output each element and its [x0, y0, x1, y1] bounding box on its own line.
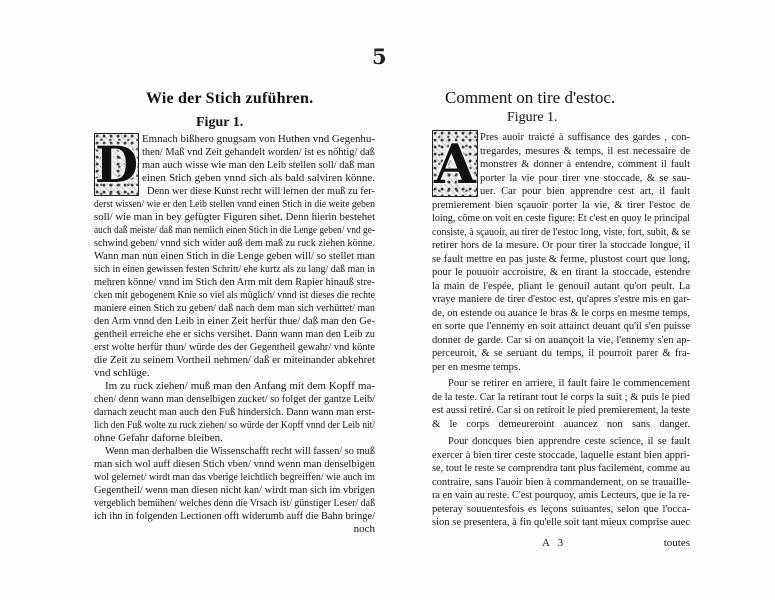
signature-mark: A 3	[542, 536, 564, 549]
drop-cap-letter: A	[434, 131, 476, 196]
text-line	[94, 471, 375, 484]
line-text: man sich wol auff diesen Stich vben/ vnnd wenn man denselbigen	[94, 458, 375, 470]
line-text: Wann man nun einen Stich in die Lenge geben will/ so stellet man	[94, 250, 375, 262]
line-text: loing, cõme on voit en ceste figure: Et c'est en quoy le principal	[432, 213, 690, 224]
text-line	[432, 199, 690, 213]
line-text: tregardes, mesures & temps, il est necessaire de	[480, 145, 690, 157]
line-text: derst wissen/ wie er den Leib stellen vnnd einen Stich in die weite geben	[94, 198, 375, 210]
paragraph	[94, 380, 375, 445]
line-text: la main de l'espée, pliant le genouil autant qu'on peult. La	[432, 280, 690, 292]
line-text: lich den Fuß wolte zu ruck ziehen/ so würde der Kopff vnnd der Leib nit/	[94, 419, 375, 431]
paragraph	[432, 377, 690, 431]
drop-cap-letter: D	[94, 134, 139, 194]
line-text: peteray souuentesfois es leçons suiuantes, selon que l'occa-	[432, 503, 690, 515]
text-line	[432, 239, 690, 253]
line-text: uer. Car pour bien apprendre cest art, il fault	[480, 186, 690, 197]
french-column	[432, 131, 690, 550]
line-text: vnd schlüge.	[94, 367, 150, 379]
text-line	[432, 516, 690, 530]
paragraph	[94, 445, 375, 523]
text-line	[94, 458, 375, 471]
line-text: de, on estende ou auance le bras & le corps en mesme temps,	[432, 307, 690, 319]
catchword-text: noch	[353, 523, 375, 535]
line-text: ich ihn in folgenden Lectionen offt widerumb auff die Bahn bringe/	[94, 510, 375, 522]
text-line	[94, 419, 375, 432]
text-line	[94, 211, 375, 224]
line-text: se fault mettre en pas juste & ferme, plustost court que long,	[432, 253, 690, 265]
line-text: premierement bien sçauoir porter la vie, & tirer l'estoc de	[432, 199, 690, 211]
text-line	[94, 510, 375, 523]
line-text: se, tout le reste se comprendra tant plus facilement, comme au	[432, 463, 690, 474]
text-line	[432, 293, 690, 307]
line-text: man auch wisse wie man den Leib stellen soll/ daß man	[142, 159, 375, 171]
text-line	[142, 146, 375, 159]
text-line	[432, 361, 690, 375]
text-line	[105, 380, 375, 393]
line-text: & le corps demeureroint auancez non sans danger.	[432, 418, 690, 430]
text-line	[94, 263, 375, 276]
text-line	[448, 377, 690, 391]
line-text: Emnach bißhero gnugsam von Huthen vnd Gegenhu-	[142, 133, 375, 145]
text-line	[480, 145, 690, 159]
text-line	[94, 432, 375, 445]
line-text: mehren könne/ vnnd im Stich den Arm mit dem Rapier hinauß stre-	[94, 276, 375, 288]
line-text: consiste, à sçauoir, au tirer de l'estoc long, viste, fort, subit, & se	[432, 226, 690, 238]
line-text: schwind geben/ vnnd sich wider auß dem maß zu ruck ziehen könne.	[94, 237, 375, 249]
text-line	[94, 302, 375, 315]
text-line	[94, 341, 375, 354]
line-text: pour le pouuoir accroistre, & en tirant la stoccade, estendre	[432, 267, 690, 278]
page-footer	[432, 536, 690, 550]
text-line	[432, 334, 690, 348]
line-text: retirer hors de la mesure. Or pour tirer la stoccade longue, il	[432, 240, 690, 251]
text-line	[94, 497, 375, 510]
text-line	[480, 158, 690, 172]
line-text: gentheil erreiche ehe er sichs versihet. Dann wann man den Leib zu	[94, 328, 375, 340]
text-line	[94, 276, 375, 289]
line-text: erst wolte herfür thun/ würde des der Gegentheil gewahr/ vnd könte	[94, 341, 375, 353]
text-line	[94, 224, 375, 237]
line-text: Pres auoir traicté à suffisance des gardes , con-	[480, 132, 690, 143]
line-text: sion se presentera, à fin qu'elle soit tant mieux comprise auec	[432, 517, 690, 528]
line-text: then/ Maß vnd Zeit gehandelt worden/ ist es nöhtig/ daß	[142, 146, 375, 158]
line-text: sich in einen gewissen festen Schritt/ ehe kurtz als zu lang/ daß man in	[94, 263, 375, 275]
german-column	[94, 133, 375, 536]
line-text: perceuroit, & se seruant du temps, il pourroit parer & fra-	[432, 348, 690, 359]
line-text: darnach zeucht man auch den Fuß hindersich. Dann wann man erst-	[94, 406, 375, 418]
text-line	[94, 289, 375, 302]
text-line	[432, 489, 690, 503]
line-text: est aussi retiré. Car si on retiroit le pied premierement, la teste	[432, 405, 690, 416]
line-text: en sorte que l'ennemy en soit attainct deuant qu'il s'en puisse	[432, 321, 690, 332]
line-text: maniere einen Stich zu geben/ daß nach dem man sich verhüttet/ man	[94, 302, 375, 314]
text-line	[432, 226, 690, 240]
text-line	[94, 354, 375, 367]
line-text: soll/ wie man in bey gefügter Figuren sihet. Denn hierin bestehet	[94, 211, 375, 223]
text-line	[94, 237, 375, 250]
text-line	[432, 503, 690, 517]
line-text: die Zeit zu seinem Vortheil nehmen/ daß er miteinander abkehret	[94, 354, 375, 366]
text-line	[432, 307, 690, 321]
text-line	[94, 484, 375, 497]
text-line	[432, 462, 690, 476]
paragraph	[432, 131, 690, 374]
line-text: exercer à bien tirer ceste stoccade, laquelle estant bien appri-	[432, 449, 690, 461]
text-line	[432, 476, 690, 490]
line-text: Wenn man derhalben die Wissenschafft recht will fassen/ so muß	[105, 445, 375, 457]
line-text: ra en vain au reste. C'est pourquoy, amis Lecteurs, que ie la re-	[432, 490, 690, 501]
text-line	[432, 404, 690, 418]
line-text: einen Stich geben vnnd sich als bald salviren könne.	[142, 172, 375, 184]
line-text: Pour doncques bien apprendre ceste science, il se fault	[448, 436, 690, 447]
line-text: Gegentheil/ wenn man diesen nicht kan/ wirdt man sich im vbrigen	[94, 484, 375, 496]
line-text: porter la vie pour tirer vne stoccade, & se sau-	[480, 172, 690, 184]
line-text: vraye maniere de tirer d'estoc est, qu'apres s'estre mis en gar-	[432, 294, 690, 305]
line-text: ohne Gefahr daforne bleiben.	[94, 432, 223, 444]
text-line	[142, 159, 375, 172]
text-line	[432, 418, 690, 432]
text-line	[142, 172, 375, 185]
text-line	[142, 133, 375, 146]
text-line	[147, 185, 375, 198]
text-line	[94, 315, 375, 328]
line-text: donner de garde. Car si on auançoit la vie, l'ennemy s'en ap-	[432, 334, 690, 346]
figure-label-german: Figur 1.	[196, 115, 244, 130]
line-text: Denn wer diese Kunst recht will lernen der muß zu fer-	[147, 185, 375, 197]
text-line	[432, 212, 690, 226]
text-line	[432, 320, 690, 334]
text-line	[94, 198, 375, 211]
text-line	[432, 449, 690, 463]
line-text: Im zu ruck ziehen/ muß man den Anfang mit dem Kopff ma-	[105, 380, 375, 392]
figure-label-french: Figure 1.	[507, 110, 558, 125]
text-line	[480, 172, 690, 186]
text-line	[432, 280, 690, 294]
text-line	[94, 250, 375, 263]
text-line	[94, 406, 375, 419]
text-line	[94, 393, 375, 406]
line-text: vergeblich bemühen/ welches denn die Vrsach ist/ günstiger Leser/ daß	[94, 497, 375, 509]
text-line	[105, 445, 375, 458]
line-text: cken mit gebogenem Knie so viel als müglich/ vnnd ist dieses die rechte	[94, 289, 375, 301]
line-text: contraire, sans l'auoir bien à commandement, on se trauaille-	[432, 476, 690, 488]
text-line	[432, 347, 690, 361]
page-mark: 5	[372, 44, 387, 69]
line-text: wol gelernet/ wirdt man das vberige leichtlich begreiffen/ wie auch im	[94, 471, 375, 483]
paragraph	[432, 435, 690, 530]
text-line	[432, 266, 690, 280]
paragraph	[94, 133, 375, 380]
catchword	[94, 523, 375, 536]
line-text: chen/ denn wann man denselbigen zucket/ so folget der gantze Leib/	[94, 393, 375, 405]
text-line	[94, 367, 375, 380]
line-text: per en mesme temps.	[432, 361, 521, 373]
text-line	[480, 131, 690, 145]
catchword: toutes	[663, 536, 690, 549]
text-line	[432, 253, 690, 267]
text-line	[432, 391, 690, 405]
line-text: den Arm vnnd den Leib in einer Zeit herfür thue/ daß man den Ge-	[94, 315, 375, 327]
line-text: Pour se retirer en arriere, il fault faire le commencement	[448, 378, 690, 389]
chapter-heading-french: Comment on tire d'estoc.	[445, 88, 616, 107]
text-line	[94, 328, 375, 341]
chapter-heading-german: Wie der Stich zuführen.	[146, 90, 314, 107]
text-line	[480, 185, 690, 199]
line-text: auch daß meiste/ daß man nemlich einen Stich in die Lenge geben/ vnd ge-	[94, 224, 375, 236]
text-line	[448, 435, 690, 449]
line-text: de la teste. Car la retirant tout le corps la suit ; & puis le pied	[432, 391, 690, 403]
line-text: monstrer & donner à entendre, comment il fault	[480, 159, 690, 170]
